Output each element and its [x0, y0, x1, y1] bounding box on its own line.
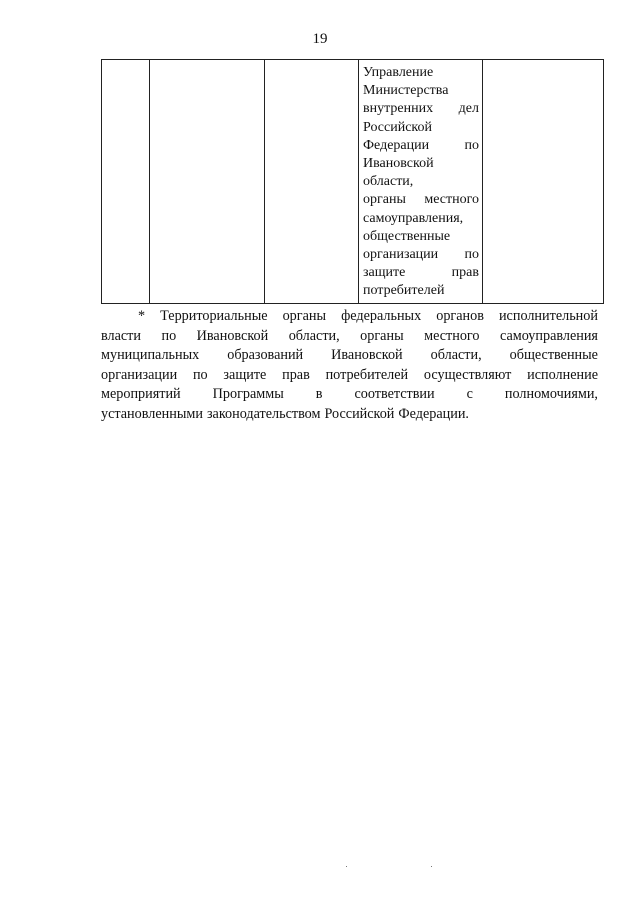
cell-text-line [363, 64, 479, 82]
cell-text-line [363, 228, 479, 246]
footnote-line [101, 346, 598, 366]
footnote-line [101, 327, 598, 347]
cell-text-line [363, 282, 479, 300]
word: дел [458, 101, 479, 117]
word: организации [363, 247, 439, 263]
word: федеральных [341, 308, 422, 324]
word: области, [363, 174, 414, 190]
word: Федерации [363, 137, 430, 153]
word: власти [101, 327, 141, 344]
scan-speck [346, 866, 347, 867]
word: защите [363, 265, 406, 281]
word: Территориальные [160, 308, 268, 324]
word: исполнение [527, 366, 598, 383]
word: мероприятий [101, 386, 181, 403]
cell-text-line [363, 173, 479, 191]
word: * [138, 308, 146, 324]
cell-text-line [363, 137, 479, 155]
word: по [464, 247, 479, 263]
word: образований [227, 347, 304, 364]
table-cell-5 [483, 60, 604, 304]
word: самоуправления [499, 327, 598, 344]
word: местного [424, 327, 480, 344]
word: общественные [363, 228, 451, 244]
word: общественные [509, 347, 598, 364]
word: по [161, 327, 177, 344]
cell-text-line [363, 82, 479, 100]
scan-speck [431, 866, 432, 867]
word: Федерации. [398, 405, 469, 422]
word: внутренних [363, 101, 434, 117]
word: в [315, 386, 323, 403]
table-cell-3 [265, 60, 359, 304]
table-cell-2 [150, 60, 265, 304]
word: Ивановской [196, 327, 269, 344]
word: местного [424, 192, 479, 208]
word: Российской [324, 405, 395, 422]
word: Программы [212, 386, 284, 403]
cell-text-line [363, 210, 479, 228]
executors-text [359, 60, 482, 303]
cell-text-line [363, 155, 479, 173]
word: соответствии [354, 386, 435, 403]
word: области, [430, 347, 482, 364]
footnote-line [101, 366, 598, 386]
word: потребителей [325, 366, 409, 383]
word: исполнительной [498, 308, 598, 324]
cell-text-line [363, 119, 479, 137]
word: Министерства [363, 83, 449, 99]
word: области, [288, 327, 340, 344]
word: Ивановской [363, 156, 434, 172]
cell-text-line [363, 191, 479, 209]
word: осуществляют [423, 366, 512, 383]
cell-text-line [363, 264, 479, 282]
page-number: 19 [312, 31, 328, 47]
table-cell-1 [102, 60, 150, 304]
word: прав [282, 366, 310, 383]
table-cell-executors [359, 60, 483, 304]
word: по [192, 366, 208, 383]
word: по [464, 137, 479, 153]
word: органы [282, 308, 327, 324]
word: защите [223, 366, 267, 383]
word: Ивановской [331, 347, 403, 364]
word: прав [451, 265, 479, 281]
word: законодательством [206, 405, 321, 422]
footnote-line [101, 405, 598, 425]
word: Российской [363, 119, 432, 135]
word: полномочиями, [504, 386, 598, 403]
footnote-line [101, 307, 598, 327]
word: самоуправления, [363, 210, 464, 226]
program-table [101, 59, 604, 304]
footnote [101, 307, 598, 425]
cell-text-line [363, 246, 479, 264]
table-row [102, 60, 604, 304]
cell-text-line [363, 100, 479, 118]
word: органы [363, 192, 406, 208]
word: органов [436, 308, 484, 324]
word: муниципальных [101, 347, 200, 364]
word: установленными [101, 405, 203, 422]
footnote-line [101, 385, 598, 405]
word: Управление [363, 65, 434, 80]
word: органы [360, 327, 404, 344]
word: организации [101, 366, 178, 383]
word: с [466, 386, 473, 403]
word: потребителей [363, 283, 445, 299]
